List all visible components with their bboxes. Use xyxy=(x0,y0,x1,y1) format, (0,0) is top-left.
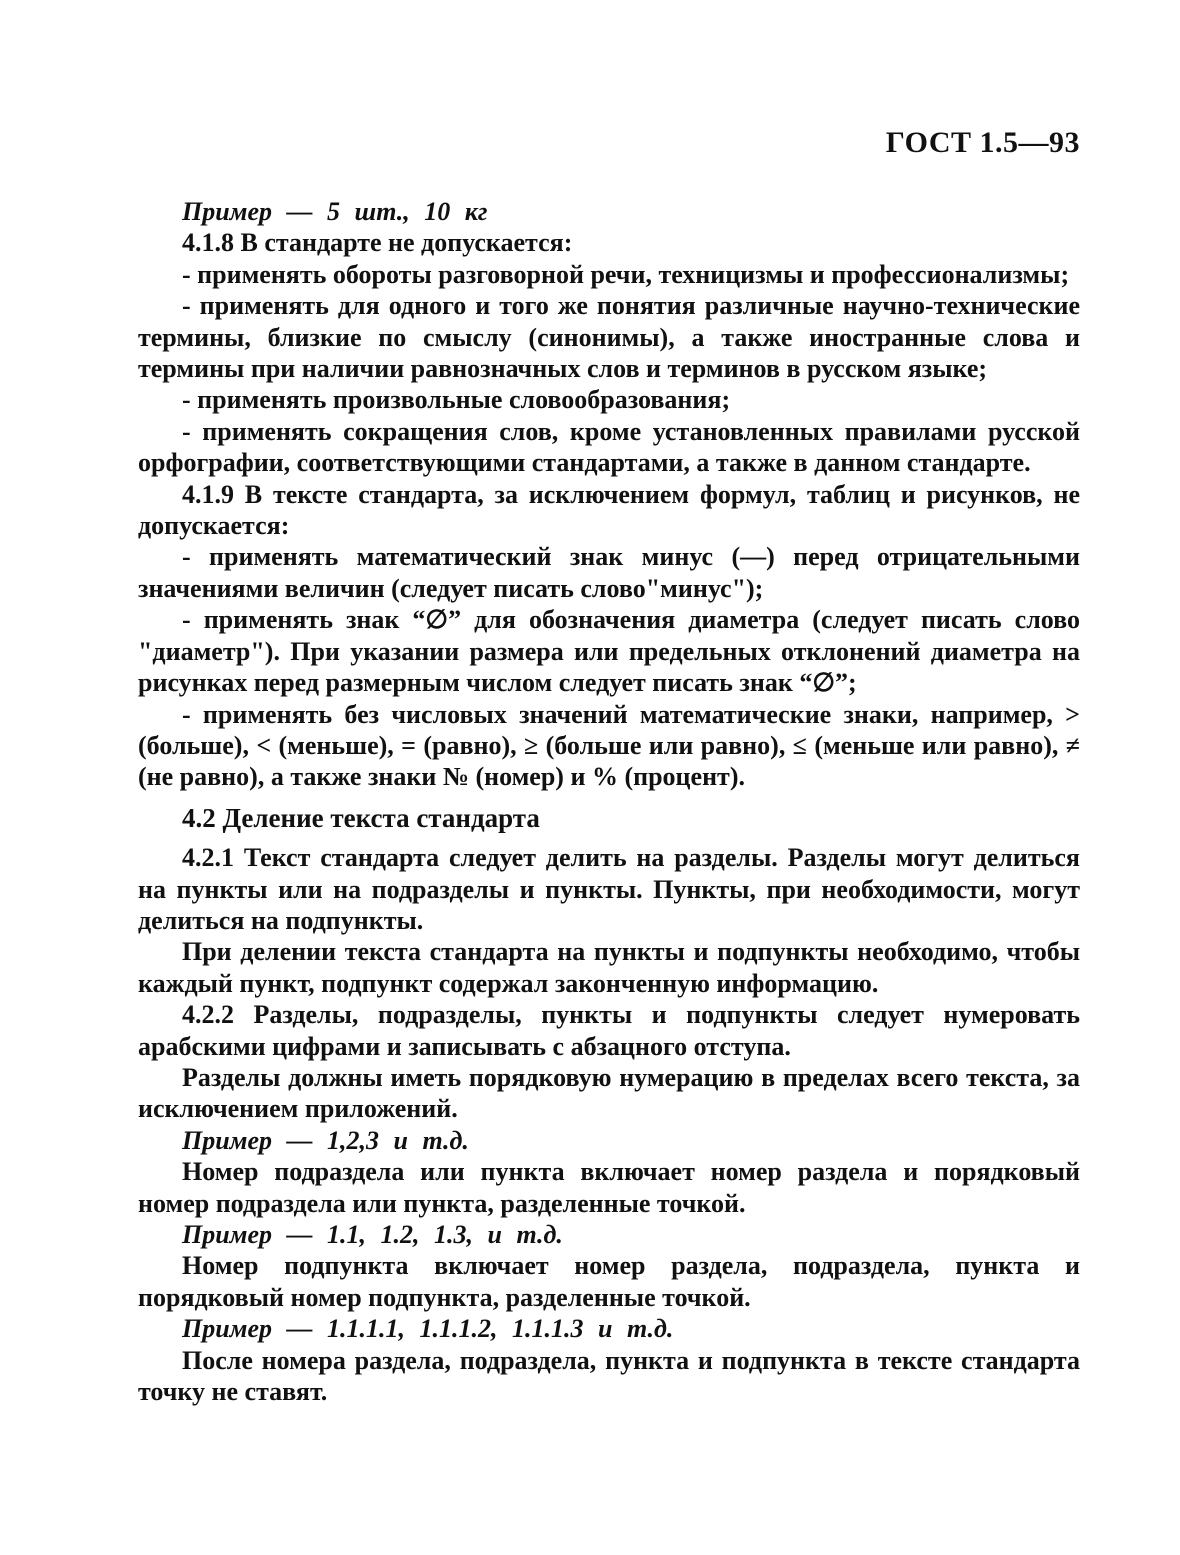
example-line: Пример — 1,2,3 и т.д. xyxy=(182,1125,469,1155)
example-line: Пример — 5 шт., 10 кг xyxy=(182,197,488,226)
paragraph: После номера раздела, подраздела, пункта и подпункта в тексте стандарта точку не ставят. xyxy=(138,1345,1080,1407)
list-item: - применять сокращения слов, кроме установленных правилами русской орфографии, соответствующими стандартами, а также в данном стандарте. xyxy=(138,416,1080,478)
list-item: - применять математический знак минус (—) перед отрицательными значениями величин (следует писать слово"минус"); xyxy=(138,542,1080,603)
list-item: - применять обороты разговорной речи, техницизмы и профессионализмы; xyxy=(182,259,1070,289)
paragraph: Номер подпункта включает номер раздела, подраздела, пункта и порядковый номер подпункта, разделенные точкой. xyxy=(138,1251,1080,1312)
document-code-header: ГОСТ 1.5—93 xyxy=(885,126,1080,159)
paragraph: 4.2.1 Текст стандарта следует делить на разделы. Разделы могут делиться на пункты или на подразделы и пункты. Пункты, при необходимости, могут делиться на подпункты. xyxy=(138,843,1080,935)
paragraph: Разделы должны иметь порядковую нумерацию в пределах всего текста, за исключением приложений. xyxy=(138,1062,1080,1124)
paragraph: При делении текста стандарта на пункты и подпункты необходимо, чтобы каждый пункт, подпункт содержал законченную информацию. xyxy=(138,937,1080,998)
section-heading: 4.2 Деление текста стандарта xyxy=(182,802,540,833)
paragraph: 4.2.2 Разделы, подразделы, пункты и подпункты следует нумеровать арабскими цифрами и записывать с абзацного отступа. xyxy=(138,1000,1080,1061)
document-body xyxy=(138,196,1080,1407)
example-line: Пример — 1.1, 1.2, 1.3, и т.д. xyxy=(182,1220,563,1249)
list-item: - применять без числовых значений математические знаки, например, > (больше), < (меньше), = (равно), ≥ (больше или равно), ≤ (меньше или равно), ≠ (не равно), а также знаки № (номер) и % (процент). xyxy=(138,699,1080,792)
paragraph: 4.1.8 В стандарте не допускается: xyxy=(182,228,573,258)
list-item: - применять произвольные словообразования; xyxy=(182,385,731,415)
paragraph: 4.1.9 В тексте стандарта, за исключением формул, таблиц и рисунков, не допускается: xyxy=(138,479,1080,541)
paragraph: Номер подраздела или пункта включает номер раздела и порядковый номер подраздела или пункта, разделенные точкой. xyxy=(138,1157,1080,1218)
list-item: - применять для одного и того же понятия различные научно-технические термины, близкие по смыслу (синонимы), а также иностранные слова и термины при наличии равнозначных слов и терминов в русском языке; xyxy=(138,291,1080,384)
example-line: Пример — 1.1.1.1, 1.1.1.2, 1.1.1.3 и т.д. xyxy=(182,1314,674,1344)
list-item: - применять знак “∅” для обозначения диаметра (следует писать слово "диаметр"). При указании размера или предельных отклонений диаметра на рисунках перед размерным числом следует писать знак “∅”; xyxy=(138,605,1080,698)
